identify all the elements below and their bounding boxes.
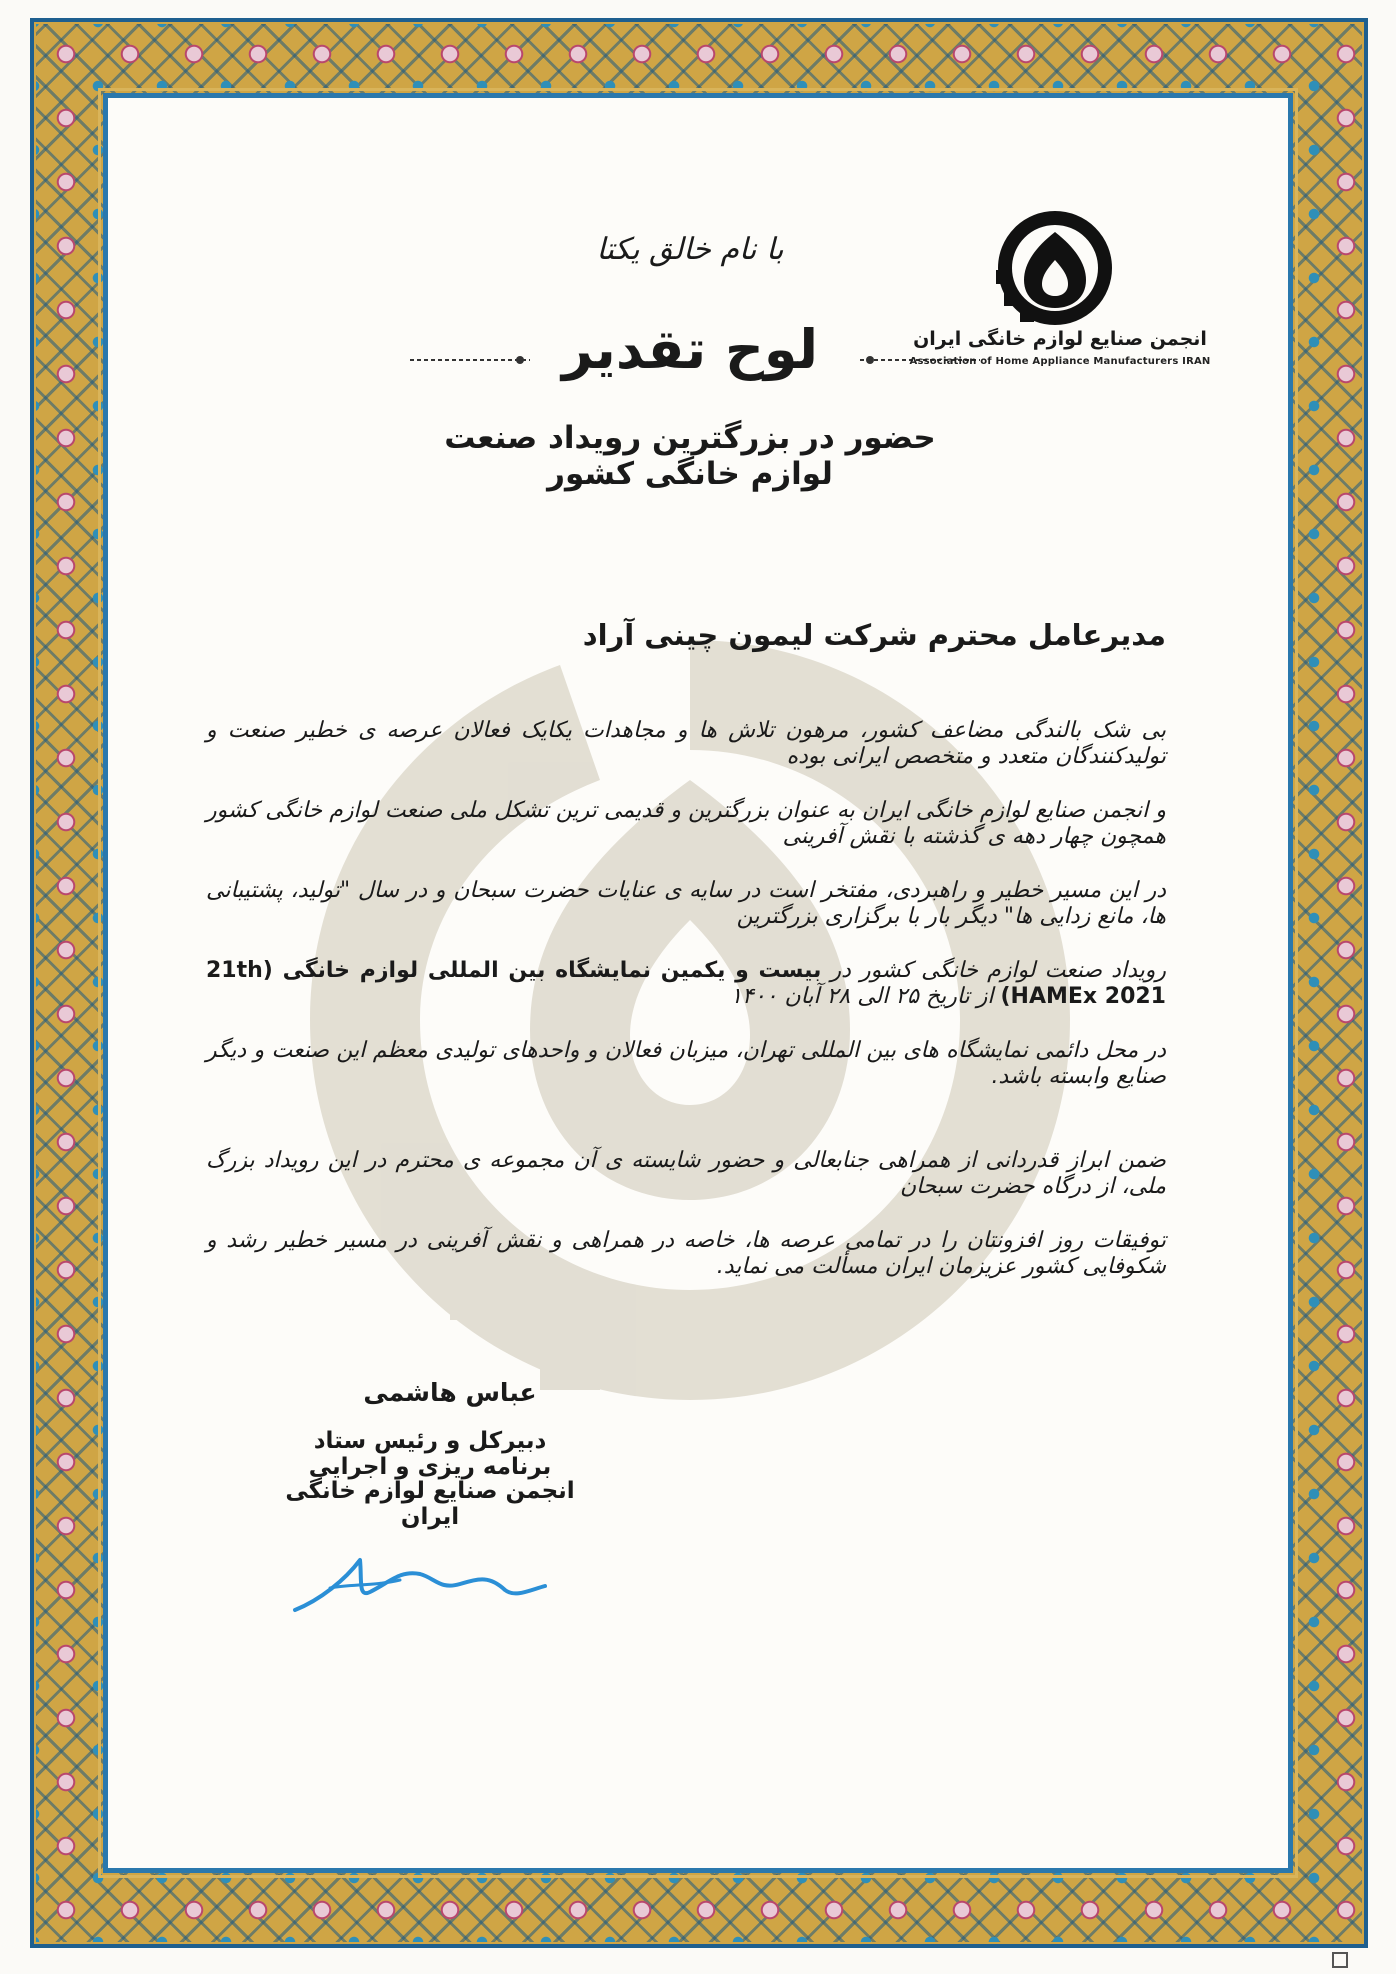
paragraph-line: بی شک بالندگی مضاعف کشور، مرهون تلاش ها و مجاهدات یکایک فعالان عرصه ی خطیر صنعت و تولیدکنندگان متعدد و متخصص ایرانی بوده <box>206 718 1166 770</box>
certificate-title: لوح تقدیر <box>561 318 819 381</box>
signatory-role: دبیرکل و رئیس ستاد برنامه ریزی و اجرایی <box>308 1428 552 1480</box>
event-name: بیست و یکمین نمایشگاه بین المللی لوازم خانگی (21th HAMEx 2021) <box>206 958 1166 1010</box>
paragraph-line: و انجمن صنایع لوازم خانگی ایران به عنوان بزرگترین و قدیمی ترین تشکل ملی صنعت لوازم خانگی کشور همچون چهار دهه ی گذشته با نقش آفرینی <box>206 798 1166 850</box>
paragraph-line: در این مسیر خطیر و راهبردی، مفتخر است در سایه ی عنایات حضرت سبحان و در سال "تولید، پشتیبانی ها، مانع زدایی ها" دیگر بار با برگزاری بزرگترین <box>206 878 1166 930</box>
recipient-line: مدیرعامل محترم شرکت لیمون چینی آراد <box>582 618 1166 652</box>
scan-mark-icon <box>1332 1952 1348 1968</box>
paragraph-text: از تاریخ ۲۵ الی ۲۸ آبان ۱۴۰۰ <box>730 984 1001 1010</box>
signatory-name: عباس هاشمی <box>363 1378 537 1407</box>
association-logo-icon <box>990 210 1120 330</box>
paragraph-line-event <box>206 958 1166 1011</box>
paragraph-line: در محل دائمی نمایشگاه های بین المللی تهران، میزبان فعالان و واحدهای تولیدی معظم این صنعت و دیگر صنایع وابسته باشد. <box>206 1038 1166 1090</box>
association-name-fa: انجمن صنایع لوازم خانگی ایران <box>913 328 1207 350</box>
bismillah-heading: با نام خالق یکتا <box>596 232 784 267</box>
paragraph-line: توفیقات روز افزونتان را در تمامی عرصه ها، خاصه در همراهی و نقش آفرینی در مسیر خطیر رشد و شکوفایی کشور عزیزمان ایران مسألت می نماید. <box>206 1228 1166 1280</box>
paragraph-text: رویداد صنعت لوازم خانگی کشور در <box>821 958 1166 983</box>
certificate-subtitle: حضور در بزرگترین رویداد صنعت لوازم خانگی کشور <box>444 420 936 492</box>
paragraph-line: ضمن ابراز قدردانی از همراهی جنابعالی و حضور شایسته ی آن مجموعه ی محترم در این رویداد بزرگ ملی، از درگاه حضرت سبحان <box>206 1148 1166 1200</box>
association-name-en: Association of Home Appliance Manufacturers IRAN <box>909 356 1211 367</box>
handwritten-signature-icon <box>290 1540 550 1620</box>
signatory-organization: انجمن صنایع لوازم خانگی ایران <box>285 1478 575 1530</box>
left-ornament-icon <box>410 352 530 368</box>
